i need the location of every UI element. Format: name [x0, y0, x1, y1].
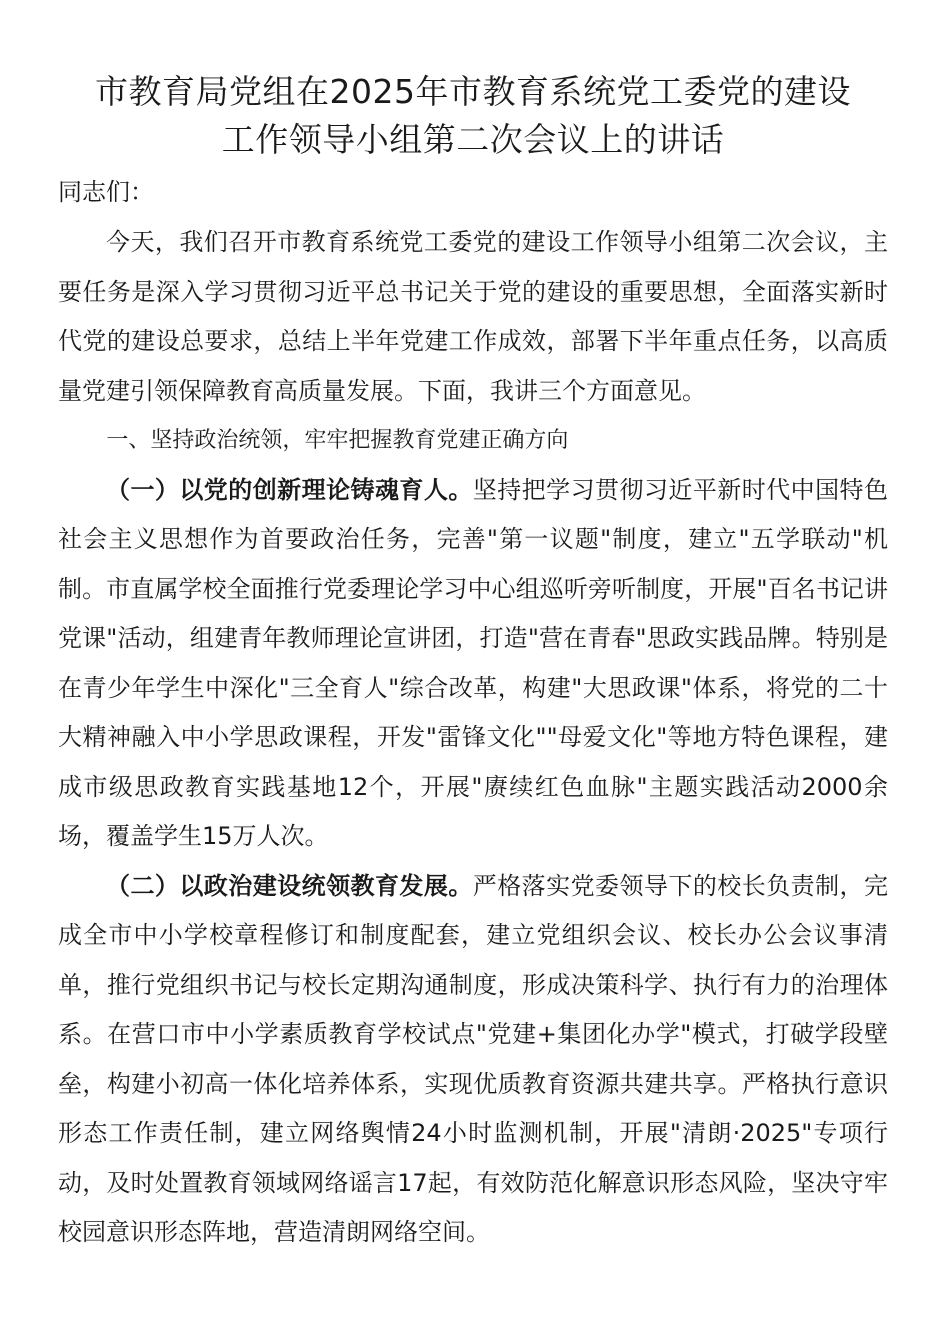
- subsection-1-heading: （一）以党的创新理论铸魂育人。: [106, 475, 473, 504]
- subsection-1-body: 坚持把学习贯彻习近平新时代中国特色社会主义思想作为首要政治任务，完善"第一议题"制度，建立"五学联动"机制。市直属学校全面推行党委理论学习中心组巡听旁听制度，开展"百名书记讲党课"活动，组建青年教师理论宣讲团，打造"营在青春"思政实践品牌。特别是在青少年学生中深化"三全育人"综合改革，构建"大思政课"体系，将党的二十大精神融入中小学思政课程，开发"雷锋文化""母爱文化"等地方特色课程，建成市级思政教育实践基地12个，开展"赓续红色血脉"主题实践活动2000余场，覆盖学生15万人次。: [58, 475, 889, 850]
- subsection-2-paragraph: [58, 862, 888, 1258]
- subsection-2-heading: （二）以政治建设统领教育发展。: [106, 871, 473, 900]
- title-line-1: 市教育局党组在2025年市教育系统党工委党的建设: [95, 72, 851, 111]
- document-title: [58, 68, 888, 164]
- salutation: 同志们：: [58, 178, 154, 206]
- section-1-heading: 一、坚持政治统领，牢牢把握教育党建正确方向: [106, 428, 569, 453]
- subsection-2-body: 严格落实党委领导下的校长负责制，完成全市中小学校章程修订和制度配套，建立党组织会议、校长办公会议事清单，推行党组织书记与校长定期沟通制度，形成决策科学、执行有力的治理体系。在营口市中小学素质教育学校试点"党建+集团化办学"模式，打破学段壁垒，构建小初高一体化培养体系，实现优质教育资源共建共享。严格执行意识形态工作责任制，建立网络舆情24小时监测机制，开展"清朗·2025"专项行动，及时处置教育领域网络谣言17起，有效防范化解意识形态风险，坚决守牢校园意识形态阵地，营造清朗网络空间。: [58, 871, 889, 1246]
- title-line-2: 工作领导小组第二次会议上的讲话: [221, 120, 725, 159]
- intro-paragraph: 今天，我们召开市教育系统党工委党的建设工作领导小组第二次会议，主要任务是深入学习贯彻习近平总书记关于党的建设的重要思想，全面落实新时代党的建设总要求，总结上半年党建工作成效，部署下半年重点任务，以高质量党建引领保障教育高质量发展。下面，我讲三个方面意见。: [58, 228, 888, 405]
- subsection-1-paragraph: [58, 466, 888, 862]
